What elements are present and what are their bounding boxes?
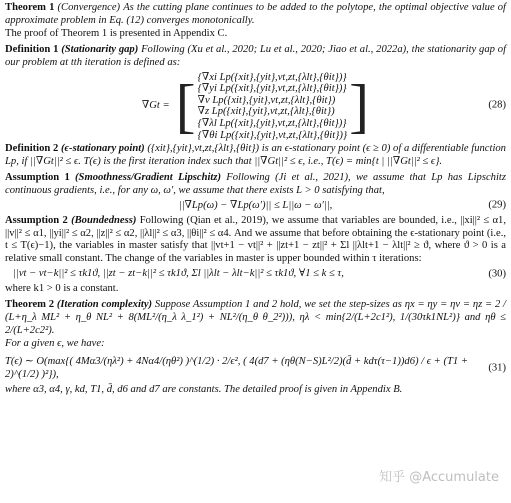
definition-2-name: (ϵ-stationary point) <box>60 143 145 155</box>
equation-31-body: T(ϵ) ∼ O(max{( 4Mα3/(ηλ²) + 4Nα4/(ηθ²) )^(1/2) · 2/ϵ², ( 4(d7 + (ηθ(N−S)L²/2)(d̄ + kdτ(τ−1))d6) / ϵ + (T1 + 2)^(1/2) )²}), <box>5 355 468 380</box>
definition-1-name: (Stationarity gap) <box>61 43 139 55</box>
equation-28-row: {∇yi Lp({xit},{yit},vt,zt,{λlt},{θit})} <box>197 83 347 95</box>
definition-1-head: Definition 1 <box>5 43 59 55</box>
definition-1-body: Following (Xu et al., 2020; Lu et al., 2020; Jiao et al., 2022a), the stationarity gap of our problem at tth iteration is defined as: <box>5 43 507 68</box>
equation-31 <box>5 356 506 382</box>
theorem-1-head: Theorem 1 <box>5 2 55 13</box>
equation-28 <box>5 72 506 142</box>
assumption-1-head: Assumption 1 <box>5 171 70 183</box>
equation-29-body: ||∇Lp(ω) − ∇Lp(ω′)|| ≤ L||ω − ω′||, <box>178 199 333 211</box>
equation-28-rows <box>196 72 350 142</box>
watermark: 知乎 @Accumulate <box>379 470 499 486</box>
theorem-2-head: Theorem 2 <box>5 299 55 311</box>
equation-30 <box>5 268 506 281</box>
assumption-2-name: (Boundedness) <box>71 214 137 226</box>
theorem-2-tail-text: where α3, α4, γ, kd, T1, d̄, d6 and d7 are constants. The detailed proof is given in Appendix B. <box>5 383 403 395</box>
assumption-2-tail: where k1 > 0 is a constant. <box>5 283 119 295</box>
theorem-2-tail <box>5 384 506 397</box>
theorem-1-proof: The proof of Theorem 1 is presented in Appendix C. <box>5 27 228 39</box>
equation-28-row: {∇xi Lp({xit},{yit},vt,zt,{λlt},{θit})} <box>197 71 347 83</box>
assumption-1-body: Following (Ji et al., 2021), we assume that Lp has Lipschitz continuous gradients, i.e., for any ω, ω′, we assume that there exists L > 0 satisfying that, <box>5 171 506 196</box>
equation-29 <box>5 200 506 213</box>
paper-page <box>5 2 506 396</box>
assumption-2-head: Assumption 2 <box>5 214 68 226</box>
definition-1 <box>5 44 506 70</box>
equation-28-row: ∇z Lp({xit},{yit},vt,zt,{λlt},{θit}) <box>197 106 335 118</box>
equation-28-lhs: ∇Gt = <box>141 99 170 111</box>
assumption-1 <box>5 172 506 198</box>
definition-2-head: Definition 2 <box>5 143 59 155</box>
definition-2-body: ({xit},{yit},vt,zt,{λlt},{θit}) is an ϵ-stationary point (ϵ ≥ 0) of a differentiable function Lp, if ||∇Gt||² ≤ ϵ. T(ϵ) is the first iteration index such that ||∇Gt||² ≤ ϵ, i.e., T(ϵ) = min{t | ||∇Gt||² ≤ ϵ}. <box>5 143 506 167</box>
theorem-2-name: (Iteration complexity) <box>56 299 153 311</box>
theorem-2-given-text: For a given ϵ, we have: <box>5 337 105 349</box>
equation-30-body: ||vt − vt−k||² ≤ τk1ϑ, ||zt − zt−k||² ≤ τk1ϑ, Σl ||λlt − λlt−k||² ≤ τk1ϑ, ∀1 ≤ k ≤ τ, <box>13 268 344 280</box>
theorem-2 <box>5 299 506 338</box>
assumption-2-body: Following (Qian et al., 2019), we assume that variables are bounded, i.e., ||xi||² ≤ α1, ||v||² ≤ α1, ||yi||² ≤ α2, ||z||² ≤ α2, ||λl||² ≤ α3, ||θi||² ≤ α4. And we assume that before obtaining the ϵ-stationary point (i.e., t ≤ T(ϵ)−1), the variables in master satisfy that ||vt+1 − vt||² + ||zt+1 − zt||² + Σl ||λlt+1 − λlt||² ≥ ϑ, where ϑ > 0 is a relative small constant. The change of the variables in master is upper bounded within τ iterations: <box>5 214 506 265</box>
assumption-1-name: (Smoothness/Gradient Lipschitz) <box>75 171 221 183</box>
equation-number: (31) <box>488 362 506 374</box>
theorem-2-body: Suppose Assumption 1 and 2 hold, we set the step-sizes as ηx = ηy = ηv = ηz = 2 / (L+η_λ ML² + η_θ NL² + 8(ML²/(η_λ λ_1²) + NL²/(η_θ θ_2²))), ηλ < min{2/(L+2c1²), 1/(30τk1NL²)} and ηθ ≤ 2/(L+2c2²). <box>5 299 506 336</box>
definition-2 <box>5 143 506 169</box>
assumption-2 <box>5 215 506 267</box>
equation-28-row: {∇λl Lp({xit},{yit},vt,zt,{λlt},{θit})} <box>197 117 347 129</box>
equation-number: (28) <box>488 99 506 111</box>
theorem-1-body: As the cutting plane continues to be added to the polytope, the optimal objective value of approximate problem in Eq. (12) converges monotonically. <box>5 2 506 26</box>
equation-number: (30) <box>488 268 506 280</box>
theorem-1 <box>5 2 506 28</box>
equation-number: (29) <box>488 199 506 211</box>
equation-28-row: {∇θi Lp({xit},{yit},vt,zt,{λlt},{θit})} <box>197 129 348 141</box>
theorem-1-name: (Convergence) <box>57 2 121 13</box>
left-bracket: [ <box>175 73 196 140</box>
equation-28-row: ∇v Lp({xit},{yit},vt,zt,{λlt},{θit}) <box>197 94 336 106</box>
theorem-2-given <box>5 338 506 351</box>
right-bracket: ] <box>349 73 370 140</box>
